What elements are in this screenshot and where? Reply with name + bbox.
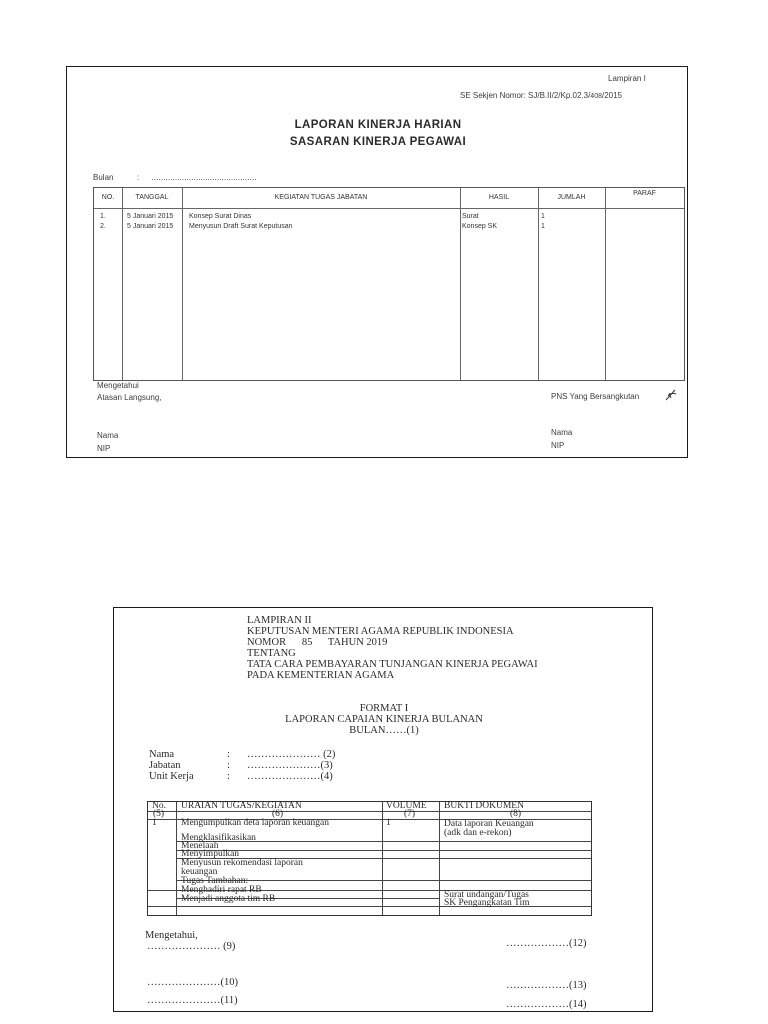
- tentang-label: TENTANG: [247, 648, 296, 659]
- header-tanggal: TANGGAL: [135, 194, 169, 201]
- header-no: NO.: [101, 194, 115, 201]
- signature-12: ………………(12): [506, 938, 587, 949]
- se-nomor-handwritten: 408: [590, 93, 602, 100]
- jabatan-value: …………………(3): [247, 760, 333, 771]
- lampiran-label: Lampiran I: [608, 74, 646, 83]
- nama-label: Nama: [149, 749, 175, 760]
- header-num-5: (5): [153, 809, 165, 819]
- signature-10: …………………(10): [147, 977, 238, 988]
- nomor-label: NOMOR 85 TAHUN 2019: [247, 637, 388, 648]
- header-kegiatan: KEGIATAN TUGAS JABATAN: [274, 194, 368, 201]
- keputusan-label: KEPUTUSAN MENTERI AGAMA REPUBLIK INDONESIA: [247, 626, 514, 637]
- header-paraf: PARAF: [633, 190, 656, 197]
- nip-right: NIP: [551, 441, 565, 450]
- capaian-table: No. URAIAN TUGAS/KEGIATAN VOLUME BUKTI DOKUMEN (5) (6) (7) (8) 1 Mengumpulkan deta laporan keuangan 1 Data laporan Keuangan (adk dan e-rekon) Mengklasifikasikan Menelaah Menyimpulkan Menyusun rekomendasi laporan keuangan Tugas Tambahan: Menghadiri rapat RB Surat undangan/Tugas Menjadi anggota tim RB SK Pengangkatan Tim: [147, 801, 592, 916]
- mengetahui-label: Mengetahui: [97, 381, 139, 390]
- jabatan-label: Jabatan: [149, 760, 181, 771]
- paraf-signature-icon: [664, 388, 678, 402]
- pns-label: PNS Yang Bersangkutan: [551, 392, 640, 401]
- bulan-label: Bulan: [93, 173, 114, 182]
- unit-kerja-label: Unit Kerja: [149, 771, 194, 782]
- mengetahui-label: Mengetahui,: [145, 930, 198, 941]
- laporan-title: LAPORAN CAPAIAN KINERJA BULANAN: [285, 714, 483, 725]
- signature-9: ………………… (9): [147, 941, 236, 952]
- header-num-6: (6): [272, 809, 284, 819]
- header-num-7: (7): [404, 809, 416, 819]
- title-line-1: LAPORAN KINERJA HARIAN: [294, 119, 462, 131]
- se-nomor: SE Sekjen Nomor: SJ/B.II/2/Kp.02.3/408/2015: [460, 91, 623, 100]
- header-uraian: URAIAN TUGAS/KEGIATAN: [181, 801, 302, 811]
- nama-right: Nama: [551, 428, 573, 437]
- lampiran-label: LAMPIRAN II: [247, 615, 312, 626]
- laporan-kinerja-harian-document: [66, 66, 688, 458]
- format-title: FORMAT I: [359, 703, 409, 714]
- header-volume: VOLUME: [386, 801, 427, 811]
- nama-value: ………………… (2): [247, 749, 336, 760]
- header-no: No.: [152, 801, 166, 811]
- signature-14: ………………(14): [506, 999, 587, 1010]
- signature-13: ………………(13): [506, 980, 587, 991]
- signature-11: …………………(11): [147, 995, 238, 1006]
- bulan-title: BULAN……(1): [349, 725, 419, 736]
- atasan-label: Atasan Langsung,: [97, 393, 162, 402]
- header-hasil: HASIL: [488, 194, 510, 201]
- header-num-8: (8): [510, 809, 522, 819]
- nip-left: NIP: [97, 444, 111, 453]
- tata-cara-label: TATA CARA PEMBAYARAN TUNJANGAN KINERJA PEGAWAI: [247, 659, 538, 670]
- bulan-blank: ………………………………………: [151, 173, 256, 182]
- title-line-2: SASARAN KINERJA PEGAWAI: [289, 136, 467, 148]
- kinerja-table: NO. TANGGAL KEGIATAN TUGAS JABATAN HASIL JUMLAH PARAF 1. 5 Januari 2015 Konsep Surat Dinas Surat 1 2. 5 Januari 2015 Menyusun Draft Surat Keputusan Konsep SK 1: [93, 187, 685, 381]
- bulan-colon: :: [137, 173, 140, 182]
- nama-left: Nama: [97, 431, 119, 440]
- laporan-capaian-kinerja-document: LAMPIRAN II KEPUTUSAN MENTERI AGAMA REPUBLIK INDONESIA NOMOR 85 TAHUN 2019 TENTANG TATA CARA PEMBAYARAN TUNJANGAN KINERJA PEGAWAI PADA KEMENTERIAN AGAMA FORMAT I LAPORAN CAPAIAN KINERJA BULANAN BULAN……(1) Nama : ………………… (2) Jabatan : …………………(3) Unit Kerja : …………………(4) No. URAIAN TUGAS/KEGIATAN VOLUME BUKTI DOKUMEN (5) (6) (7) (8) 1 Mengumpulkan deta laporan keuangan 1 Data laporan Keuangan (adk dan e-rekon) Mengklasifikasikan Menelaah Menyimpulkan Menyusun rekomendasi laporan keuangan Tugas Tambahan: Menghadiri rapat RB Surat undangan/Tugas Menjadi anggota tim RB SK Pengangkatan Tim Mengetahui, ………………… (9) ………………(12) …………………(10) ………………(13) …………………(11) ………………(14): [113, 607, 653, 1012]
- header-jumlah: JUMLAH: [557, 194, 586, 201]
- header-bukti: BUKTI DOKUMEN: [444, 801, 524, 811]
- unit-kerja-value: …………………(4): [247, 771, 333, 782]
- pada-label: PADA KEMENTERIAN AGAMA: [247, 670, 395, 681]
